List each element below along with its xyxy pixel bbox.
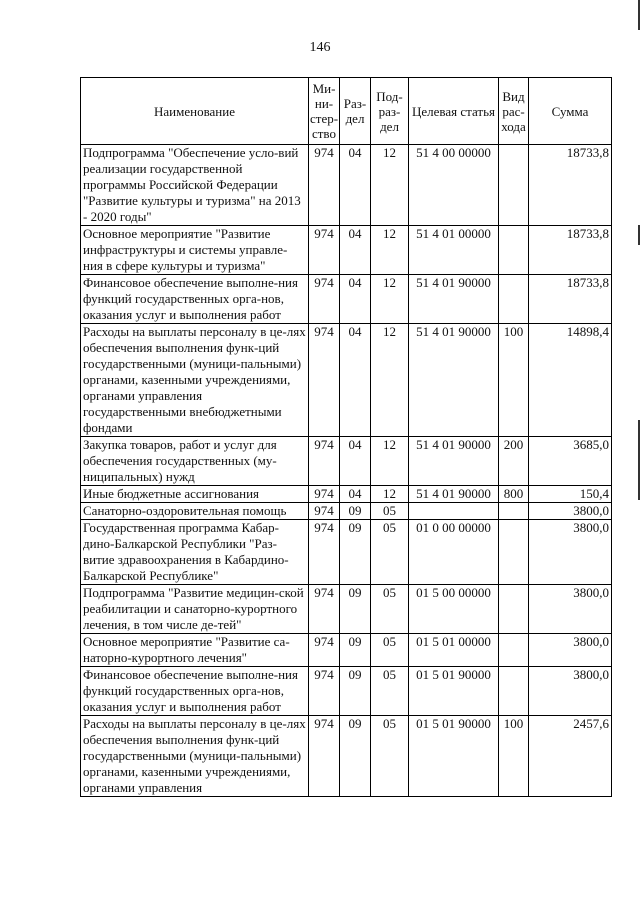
- cell-name: Государственная программа Кабар-дино-Балкарской Республики "Раз-витие здравоохранения в Кабардино-Балкарской Республике": [81, 520, 309, 585]
- cell-ministry: 974: [309, 520, 340, 585]
- cell-ministry: 974: [309, 716, 340, 797]
- cell-target: [409, 503, 499, 520]
- cell-target: 51 4 00 00000: [409, 145, 499, 226]
- cell-sum: 2457,6: [529, 716, 612, 797]
- cell-expense-type: 100: [499, 716, 529, 797]
- cell-ministry: 974: [309, 275, 340, 324]
- cell-target: 51 4 01 90000: [409, 437, 499, 486]
- cell-name: Иные бюджетные ассигнования: [81, 486, 309, 503]
- cell-name: Расходы на выплаты персоналу в це-лях обеспечения выполнения функ-ций государственными (муници-пальными) органами, казенными учреждениями, органами управления: [81, 716, 309, 797]
- header-name: Наименование: [81, 78, 309, 145]
- cell-subsection: 05: [371, 520, 409, 585]
- cell-sum: 3800,0: [529, 585, 612, 634]
- cell-ministry: 974: [309, 634, 340, 667]
- cell-expense-type: [499, 145, 529, 226]
- cell-section: 04: [340, 437, 371, 486]
- cell-subsection: 12: [371, 486, 409, 503]
- cell-expense-type: 200: [499, 437, 529, 486]
- table-row: [81, 145, 612, 226]
- header-section: Раз-дел: [340, 78, 371, 145]
- cell-ministry: 974: [309, 585, 340, 634]
- header-row: [81, 78, 612, 145]
- cell-target: 01 5 01 90000: [409, 716, 499, 797]
- cell-ministry: 974: [309, 145, 340, 226]
- cell-target: 01 5 01 90000: [409, 667, 499, 716]
- cell-name: Финансовое обеспечение выполне-ния функций государственных орга-нов, оказания услуг и выполнения работ: [81, 667, 309, 716]
- cell-name: Подпрограмма "Обеспечение усло-вий реализации государственной программы Российской Федерации "Развитие культуры и туризма" на 2013 - 2020 годы": [81, 145, 309, 226]
- cell-section: 04: [340, 486, 371, 503]
- cell-sum: 3800,0: [529, 667, 612, 716]
- header-sum: Сумма: [529, 78, 612, 145]
- cell-expense-type: 100: [499, 324, 529, 437]
- cell-sum: 3800,0: [529, 520, 612, 585]
- budget-table: [80, 77, 612, 797]
- cell-subsection: 12: [371, 324, 409, 437]
- cell-name: Основное мероприятие "Развитие са-наторно-курортного лечения": [81, 634, 309, 667]
- cell-section: 04: [340, 226, 371, 275]
- cell-subsection: 12: [371, 226, 409, 275]
- cell-subsection: 05: [371, 585, 409, 634]
- header-ministry: Ми-ни-стер-ство: [309, 78, 340, 145]
- table-row: [81, 275, 612, 324]
- cell-subsection: 05: [371, 634, 409, 667]
- cell-section: 09: [340, 520, 371, 585]
- cell-target: 01 5 00 00000: [409, 585, 499, 634]
- table-row: [81, 520, 612, 585]
- cell-section: 09: [340, 667, 371, 716]
- cell-ministry: 974: [309, 226, 340, 275]
- cell-section: 09: [340, 716, 371, 797]
- cell-subsection: 12: [371, 145, 409, 226]
- cell-expense-type: [499, 520, 529, 585]
- cell-expense-type: [499, 634, 529, 667]
- cell-expense-type: [499, 503, 529, 520]
- cell-subsection: 05: [371, 667, 409, 716]
- cell-subsection: 05: [371, 503, 409, 520]
- table-body: [81, 145, 612, 797]
- cell-name: Расходы на выплаты персоналу в це-лях обеспечения выполнения функ-ций государственными (муници-пальными) органами, казенными учреждениями, органами управления государственными внебюджетными фондами: [81, 324, 309, 437]
- table-row: [81, 226, 612, 275]
- cell-name: Подпрограмма "Развитие медицин-ской реабилитации и санаторно-курортного лечения, в том числе де-тей": [81, 585, 309, 634]
- cell-name: Санаторно-оздоровительная помощь: [81, 503, 309, 520]
- header-target: Целевая статья: [409, 78, 499, 145]
- cell-section: 04: [340, 324, 371, 437]
- cell-ministry: 974: [309, 324, 340, 437]
- cell-name: Основное мероприятие "Развитие инфраструктуры и системы управле-ния в сфере культуры и туризма": [81, 226, 309, 275]
- table-row: [81, 503, 612, 520]
- table-row: [81, 585, 612, 634]
- cell-target: 01 0 00 00000: [409, 520, 499, 585]
- cell-target: 01 5 01 00000: [409, 634, 499, 667]
- cell-ministry: 974: [309, 503, 340, 520]
- header-subsection: Под-раз-дел: [371, 78, 409, 145]
- cell-expense-type: [499, 275, 529, 324]
- table-row: [81, 667, 612, 716]
- cell-subsection: 05: [371, 716, 409, 797]
- cell-section: 09: [340, 634, 371, 667]
- cell-expense-type: [499, 226, 529, 275]
- cell-expense-type: [499, 585, 529, 634]
- cell-section: 04: [340, 145, 371, 226]
- table-row: [81, 634, 612, 667]
- cell-target: 51 4 01 90000: [409, 275, 499, 324]
- cell-sum: 18733,8: [529, 226, 612, 275]
- table-row: [81, 486, 612, 503]
- table-row: [81, 324, 612, 437]
- table-row: [81, 437, 612, 486]
- header-expense-type: Вид рас-хода: [499, 78, 529, 145]
- cell-section: 09: [340, 503, 371, 520]
- table-row: [81, 716, 612, 797]
- cell-name: Закупка товаров, работ и услуг для обеспечения государственных (му-ниципальных) нужд: [81, 437, 309, 486]
- cell-subsection: 12: [371, 275, 409, 324]
- page-number: 146: [309, 40, 331, 55]
- cell-ministry: 974: [309, 667, 340, 716]
- cell-name: Финансовое обеспечение выполне-ния функций государственных орга-нов, оказания услуг и выполнения работ: [81, 275, 309, 324]
- cell-sum: 14898,4: [529, 324, 612, 437]
- cell-expense-type: [499, 667, 529, 716]
- cell-sum: 18733,8: [529, 145, 612, 226]
- cell-sum: 18733,8: [529, 275, 612, 324]
- cell-ministry: 974: [309, 486, 340, 503]
- cell-ministry: 974: [309, 437, 340, 486]
- cell-target: 51 4 01 90000: [409, 324, 499, 437]
- cell-section: 04: [340, 275, 371, 324]
- cell-target: 51 4 01 90000: [409, 486, 499, 503]
- cell-expense-type: 800: [499, 486, 529, 503]
- cell-sum: 150,4: [529, 486, 612, 503]
- cell-sum: 3685,0: [529, 437, 612, 486]
- cell-subsection: 12: [371, 437, 409, 486]
- cell-sum: 3800,0: [529, 634, 612, 667]
- cell-section: 09: [340, 585, 371, 634]
- cell-target: 51 4 01 00000: [409, 226, 499, 275]
- cell-sum: 3800,0: [529, 503, 612, 520]
